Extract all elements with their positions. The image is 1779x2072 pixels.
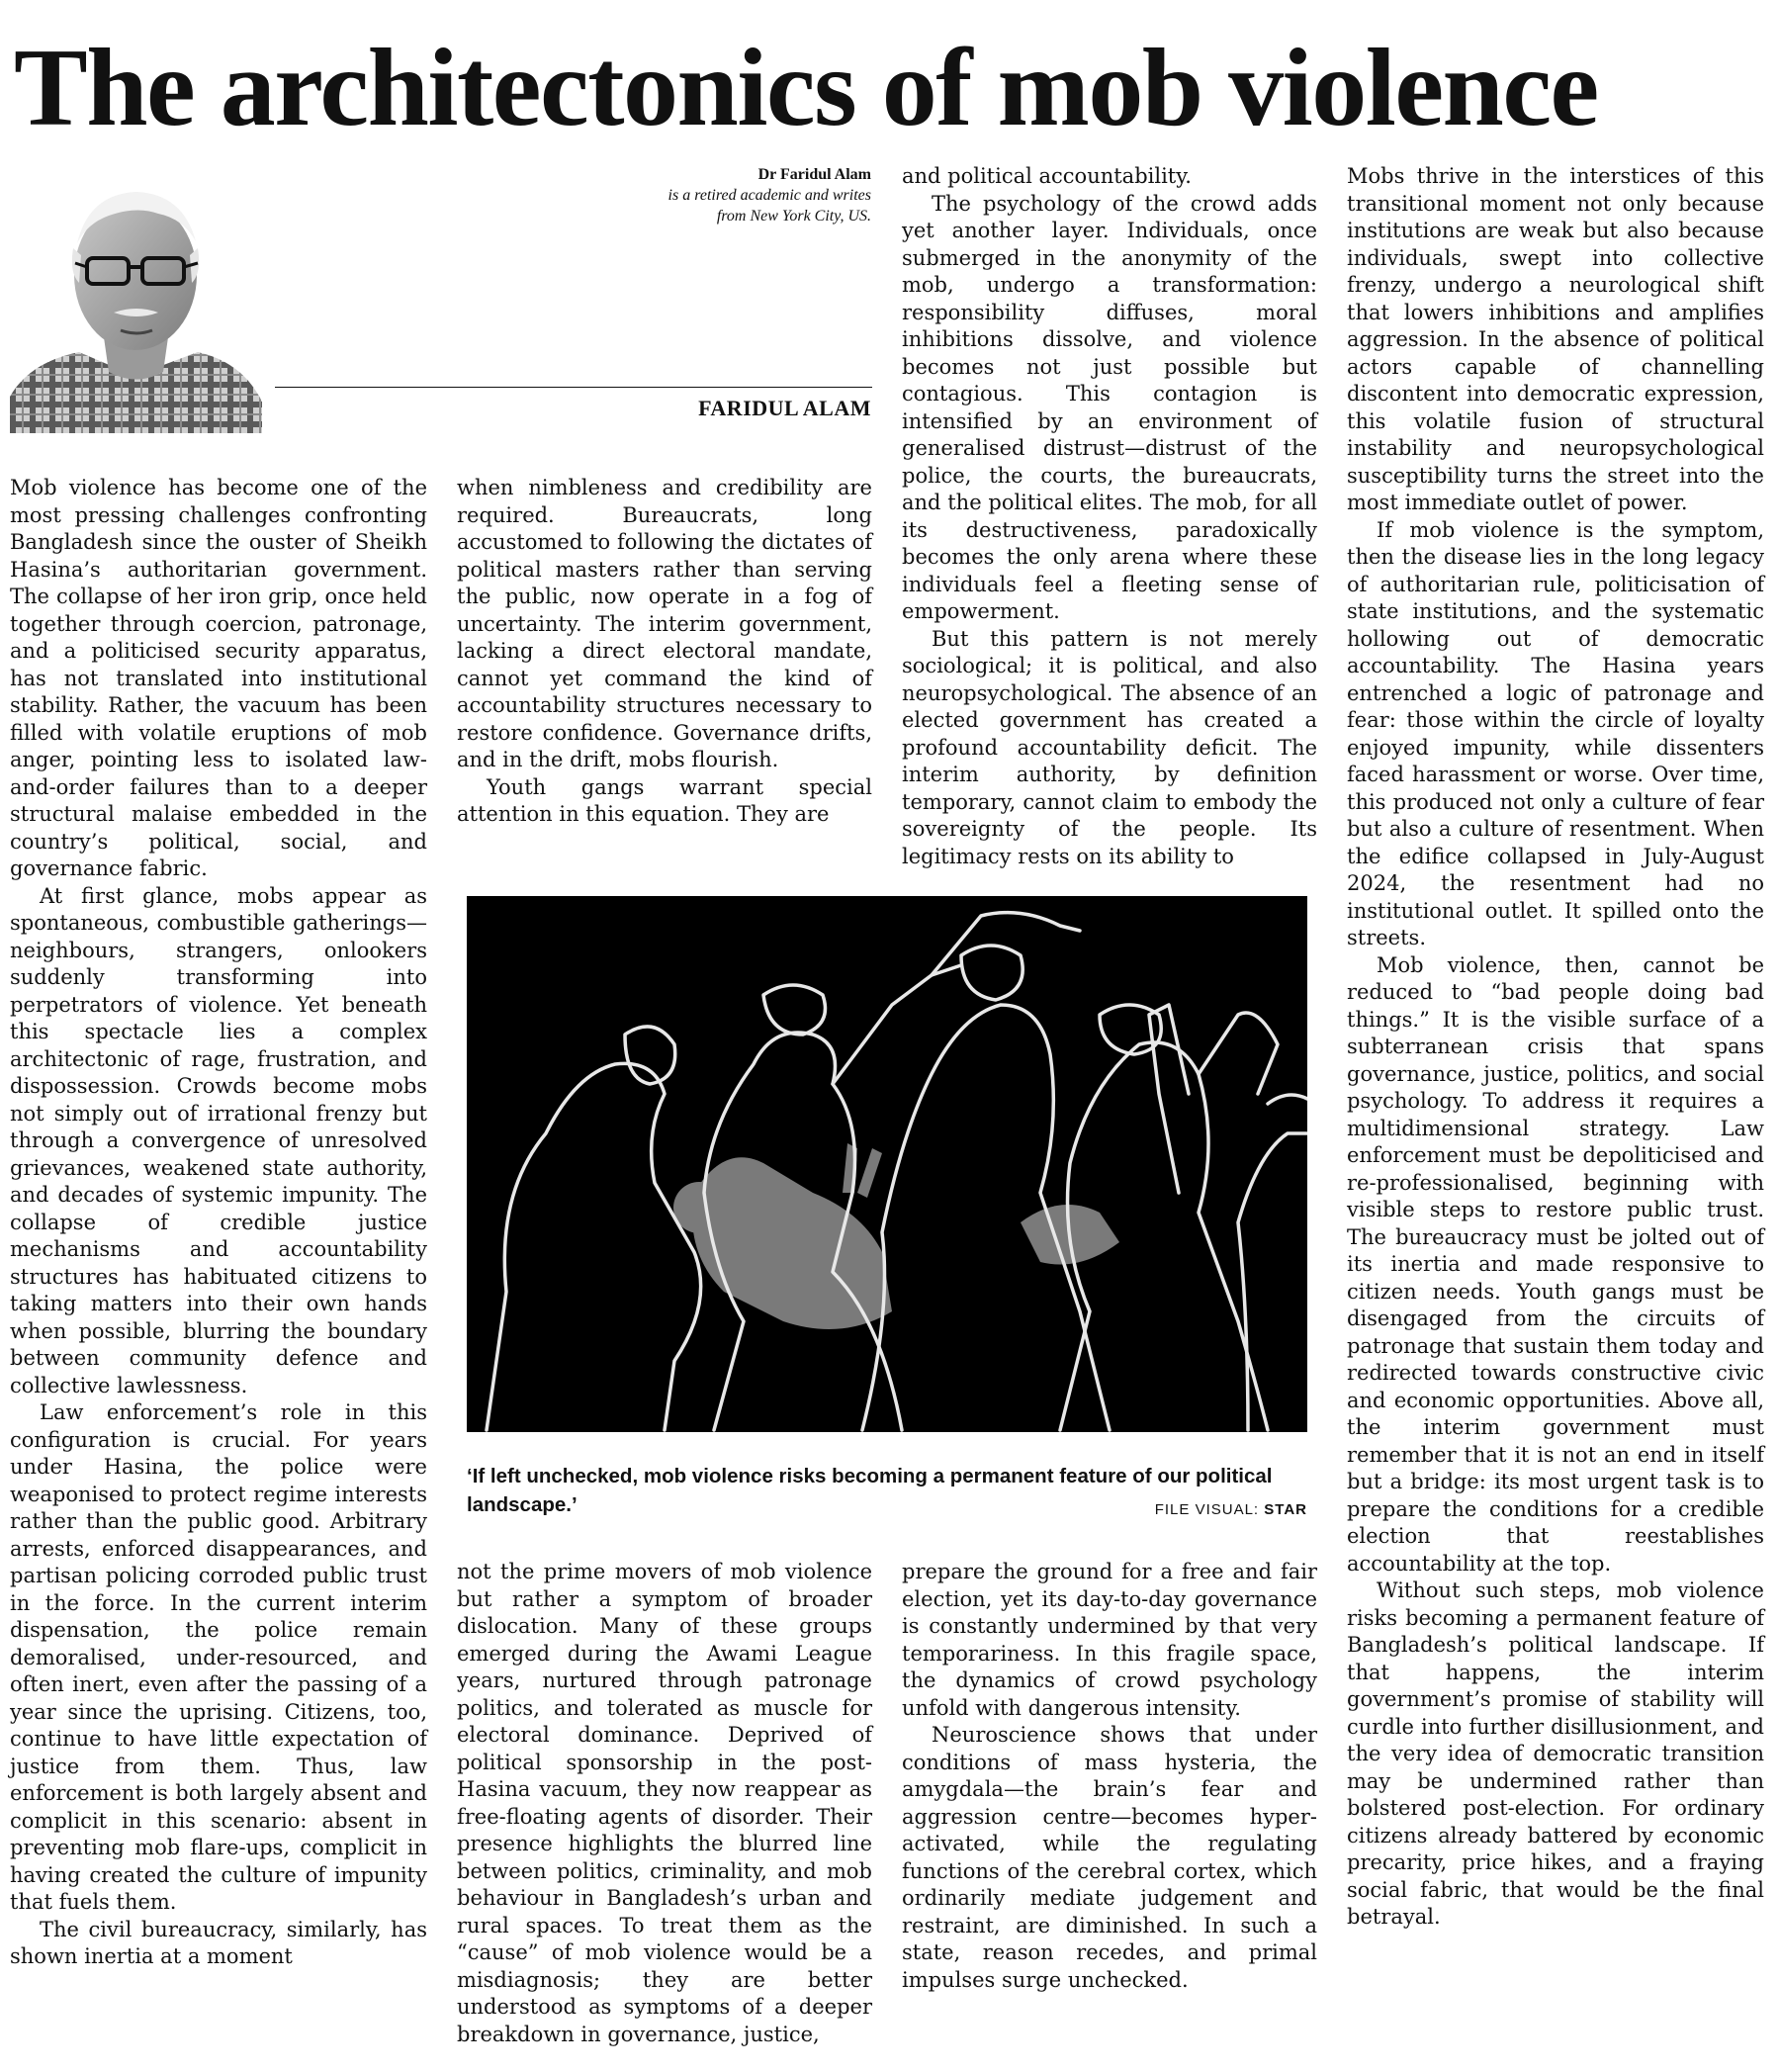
author-credit (668, 164, 871, 226)
paragraph: But this pattern is not merely sociological; it is political, and also neuropsychological. The absence of an elected government has created a profound accountability deficit. The interim authority, by definition temporary, cannot claim to embody the sovereignty of the people. Its legitimacy rests on its ability to (902, 626, 1317, 868)
column-3-top (902, 163, 1317, 870)
paragraph: prepare the ground for a free and fair election, yet its day-to-day governance is constantly undermined by that very temporariness. In this fragile space, the dynamics of crowd psychology unfold with dangerous intensity. (902, 1560, 1317, 1720)
column-1 (10, 475, 427, 1971)
image-credit-label: FILE VISUAL: (1154, 1501, 1260, 1518)
image-credit-source: STAR (1264, 1501, 1307, 1518)
column-3-bottom (902, 1559, 1317, 1994)
author-name: FARIDUL ALAM (698, 396, 871, 420)
paragraph: Law enforcement’s role in this configuration is crucial. For years under Hasina, the police were weaponised to protect regime interests rather than the public good. Arbitrary arrests, enforced disappearances, and partisan policing corroded public trust in the force. In the current interim dispensation, the police remain demoralised, under-resourced, and often inert, even after the passing of a year since the uprising. Citizens, too, continue to have little expectation of justice from them. Thus, law enforcement is both largely absent and complicit in this scenario: absent in preventing mob flare-ups, complicit in having created the culture of impunity that fuels them. (10, 1400, 427, 1914)
author-divider (275, 387, 872, 388)
paragraph: At first glance, mobs appear as spontaneous, combustible gatherings—neighbours, strangers, onlookers suddenly transforming into perpetrators of violence. Yet beneath this spectacle lies a complex architectonic of rage, frustration, and dispossession. Crowds become mobs not simply out of irrational frenzy but through a convergence of unresolved grievances, weakened state authority, and decades of systemic impunity. The collapse of credible justice mechanisms and accountability structures has habituated citizens to taking matters into their own hands when possible, blurring the boundary between community defence and collective lawlessness. (10, 883, 427, 1397)
author-credit-desc-1: is a retired academic and writes (667, 187, 871, 204)
column-2-bottom (457, 1559, 872, 2048)
author-portrait (10, 164, 262, 433)
paragraph: Mobs thrive in the interstices of this transitional moment not only because institutions are weak but also because individuals, swept into collective frenzy, undergo a neurological shift that lowers inhibitions and amplifies aggression. In the absence of political actors capable of channelling discontent into democratic expression, this volatile fusion of structural instability and neuropsychological susceptibility turns the street into the most immediate outlet of power. (1347, 164, 1764, 514)
image-caption: ‘If left unchecked, mob violence risks becoming a permanent feature of our political landscape.’ (467, 1465, 1273, 1516)
paragraph: and political accountability. (902, 164, 1192, 188)
author-credit-name: Dr Faridul Alam (757, 166, 871, 183)
mob-violence-illustration (467, 896, 1307, 1432)
paragraph: Mob violence, then, cannot be reduced to “bad people doing bad things.” It is the visible surface of a subterranean crisis that spans governance, justice, politics, and social psychology. To address it requires a multidimensional strategy. Law enforcement must be depoliticised and re-professionalised, beginning with visible steps to restore public trust. The bureaucracy must be jolted out of its inertia and made responsive to citizen needs. Youth gangs must be disengaged from the circuits of patronage that sustain them today and redirected towards constructive civic and economic opportunities. Above all, the interim government must remember that it is not an end in itself but a bridge: its most urgent task is to prepare the conditions for a credible election that reestablishes accountability at the top. (1347, 952, 1764, 1576)
column-4 (1347, 163, 1764, 1932)
paragraph: If mob violence is the symptom, then the disease lies in the long legacy of authoritarian rule, politicisation of state institutions, and the systematic hollowing out of democratic accountability. The Hasina years entrenched a logic of patronage and fear: those within the circle of loyalty enjoyed impunity, while dissenters faced harassment or worse. Over time, this produced not only a culture of fear but also a culture of resentment. When the edifice collapsed in July-August 2024, the resentment had no institutional outlet. It spilled onto the streets. (1347, 517, 1764, 949)
paragraph: not the prime movers of mob violence but rather a symptom of broader dislocation. Many of these groups emerged during the Awami League years, nurtured through patronage politics, and tolerated as muscle for electoral dominance. Deprived of political sponsorship in the post-Hasina vacuum, they now reappear as free-floating agents of disorder. Their presence highlights the blurred line between politics, criminality, and mob behaviour in Bangladesh’s urban and rural spaces. To treat them as the “cause” of mob violence would be a misdiagnosis; they are better understood as symptoms of a deeper breakdown in governance, justice, (457, 1560, 872, 2046)
paragraph: Neuroscience shows that under conditions of mass hysteria, the amygdala—the brain’s fear and aggression centre—becomes hyper-activated, while the regulating functions of the cerebral cortex, which ordinarily mediate judgement and restraint, are diminished. In such a state, reason recedes, and primal impulses surge unchecked. (902, 1723, 1317, 1992)
paragraph: when nimbleness and credibility are required. Bureaucrats, long accustomed to following the dictates of political masters rather than serving the public, now operate in a fog of uncertainty. The interim government, lacking a direct electoral mandate, cannot yet command the kind of accountability structures necessary to restore confidence. Governance drifts, and in the drift, mobs flourish. (457, 476, 872, 771)
headline: The architectonics of mob violence (14, 27, 1598, 149)
author-credit-desc-2: from New York City, US. (716, 208, 871, 225)
image-credit (1155, 1501, 1307, 1518)
paragraph: The psychology of the crowd adds yet another layer. Individuals, once submerged in the anonymity of the mob, undergo a transformation: responsibility diffuses, moral inhibitions dissolve, and violence becomes not just possible but contagious. This contagion is intensified by an environment of generalised distrust—distrust of the police, the courts, the bureaucrats, and the political elites. The mob, for all its destructiveness, paradoxically becomes the only arena where these individuals feel a fleeting sense of empowerment. (902, 191, 1317, 623)
paragraph: Youth gangs warrant special attention in this equation. They are (457, 774, 872, 826)
paragraph: Without such steps, mob violence risks becoming a permanent feature of Bangladesh’s political landscape. If that happens, the interim government’s promise of stability will curdle into further disillusionment, and the very idea of democratic transition may be undermined rather than bolstered post-election. For ordinary citizens already battered by economic precarity, price hikes, and a fraying social fabric, that would be the final betrayal. (1347, 1578, 1764, 1929)
paragraph: Mob violence has become one of the most pressing challenges confronting Bangladesh since the ouster of Sheikh Hasina’s authoritarian government. The collapse of her iron grip, once held together through coercion, patronage, and a politicised security apparatus, has not translated into institutional stability. Rather, the vacuum has been filled with volatile eruptions of mob anger, pointing less to isolated law-and-order failures than to a deeper structural malaise embedded in the country’s political, social, and governance fabric. (10, 476, 427, 880)
paragraph: The civil bureaucracy, similarly, has shown inertia at a moment (10, 1917, 427, 1968)
column-2-top (457, 475, 872, 829)
